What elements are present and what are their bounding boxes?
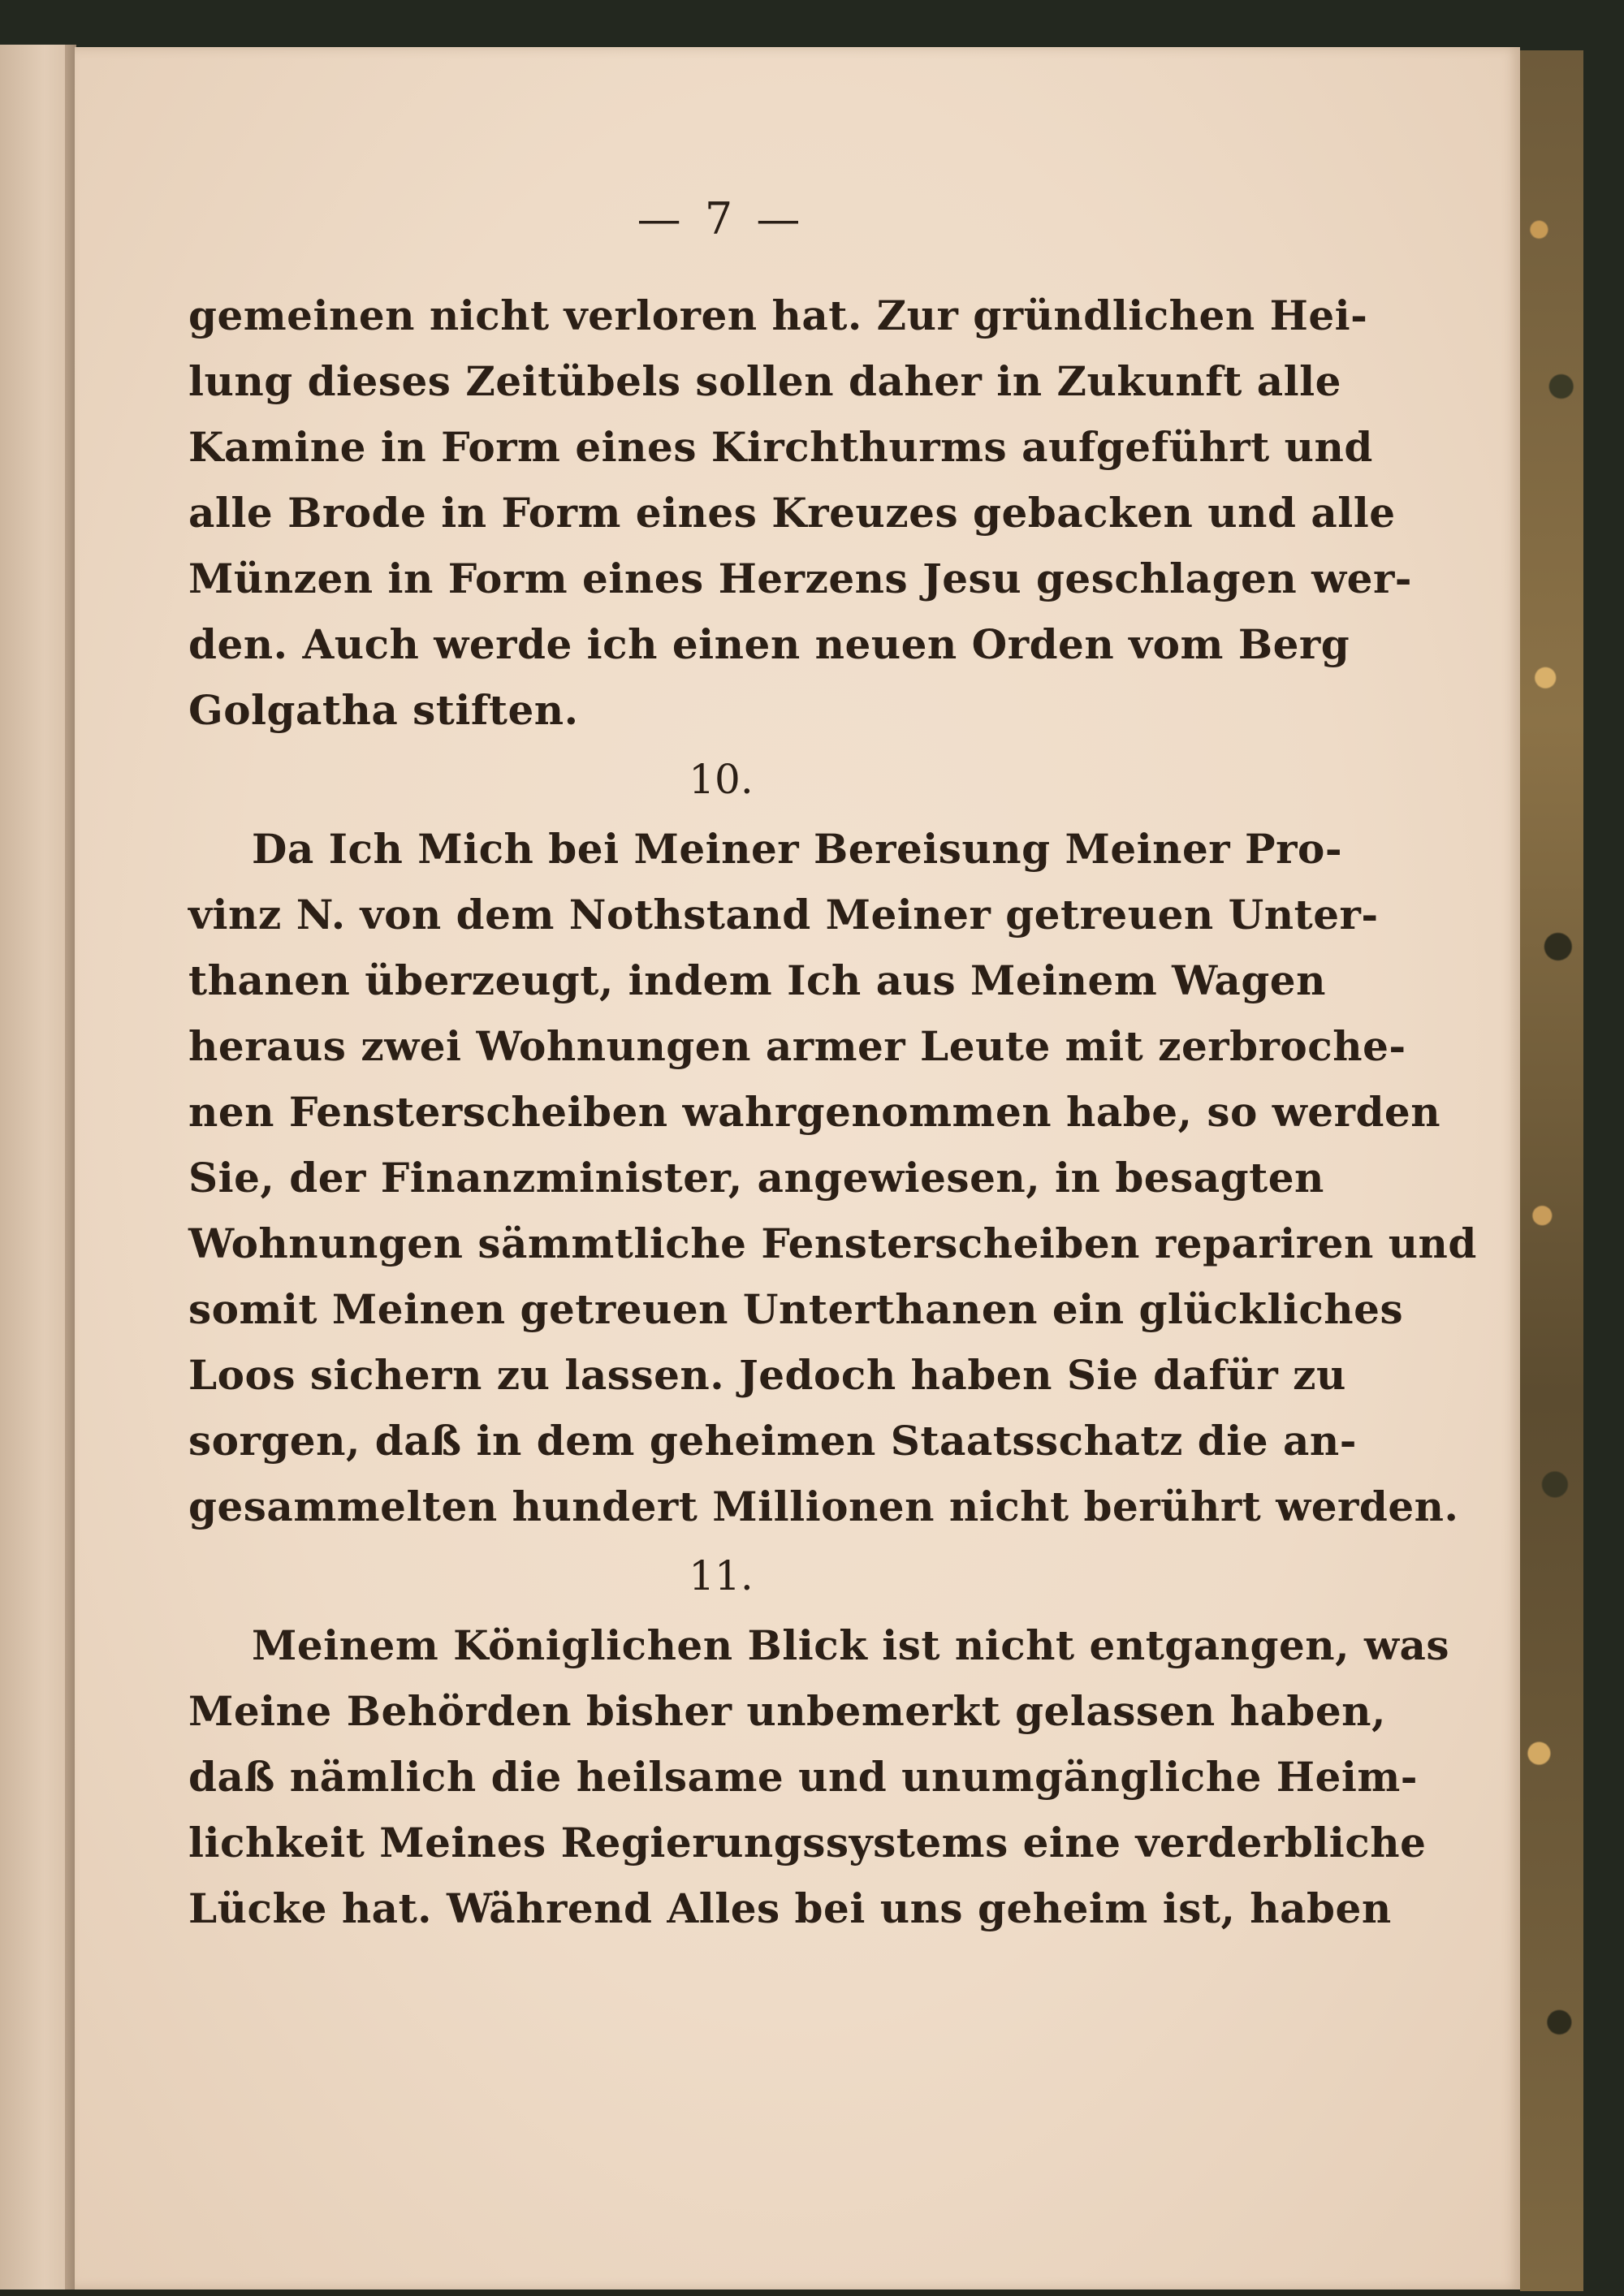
text-line: Meinem Königlichen Blick ist nicht entgangen, was (252, 1621, 1450, 1669)
text-line: lung dieses Zeitübels sollen daher in Zukunft alle (188, 357, 1341, 405)
text-line: Kamine in Form eines Kirchthurms aufgeführt und (188, 423, 1373, 471)
text-line: thanen überzeugt, indem Ich aus Meinem Wagen (188, 956, 1326, 1004)
text-line: gemeinen nicht verloren hat. Zur gründlichen Hei- (188, 291, 1368, 339)
marbled-cover-edge (1520, 50, 1583, 2291)
left-page-edge (0, 45, 75, 2290)
text-line: somit Meinen getreuen Unterthanen ein glückliches (188, 1285, 1404, 1333)
text-line: Da Ich Mich bei Meiner Bereisung Meiner Pro- (252, 825, 1343, 873)
text-line: gesammelten hundert Millionen nicht berührt werden. (188, 1482, 1459, 1530)
section-number-10: 10. (689, 756, 754, 803)
paragraph-1 (188, 283, 1413, 743)
text-line: alle Brode in Form eines Kreuzes gebacken und alle (188, 489, 1396, 537)
page-text (188, 193, 1477, 1941)
page-number: — 7 — (637, 193, 806, 244)
text-line: vinz N. von dem Nothstand Meiner getreuen Unter- (188, 891, 1379, 939)
text-line: nen Fensterscheiben wahrgenommen habe, so werden (188, 1088, 1441, 1136)
text-line: Loos sichern zu lassen. Jedoch haben Sie dafür zu (188, 1351, 1346, 1399)
text-line: heraus zwei Wohnungen armer Leute mit zerbroche- (188, 1022, 1406, 1070)
text-line: den. Auch werde ich einen neuen Orden vom Berg (188, 620, 1350, 668)
text-line: Golgatha stiften. (188, 686, 579, 734)
section-number-11: 11. (689, 1552, 754, 1599)
text-line: Lücke hat. Während Alles bei uns geheim ist, haben (188, 1884, 1392, 1932)
text-line: lichkeit Meines Regierungssystems eine verderbliche (188, 1819, 1427, 1867)
text-line: Münzen in Form eines Herzens Jesu geschlagen wer- (188, 555, 1413, 602)
text-line: daß nämlich die heilsame und unumgängliche Heim- (188, 1753, 1419, 1801)
text-line: Meine Behörden bisher unbemerkt gelassen haben, (188, 1687, 1386, 1735)
paragraph-3 (188, 1612, 1450, 1941)
text-line: sorgen, daß in dem geheimen Staatsschatz die an- (188, 1417, 1357, 1465)
text-line: Wohnungen sämmtliche Fensterscheiben repariren und (188, 1219, 1477, 1267)
text-line: Sie, der Finanzminister, angewiesen, in besagten (188, 1154, 1324, 1202)
paragraph-2 (188, 816, 1477, 1539)
